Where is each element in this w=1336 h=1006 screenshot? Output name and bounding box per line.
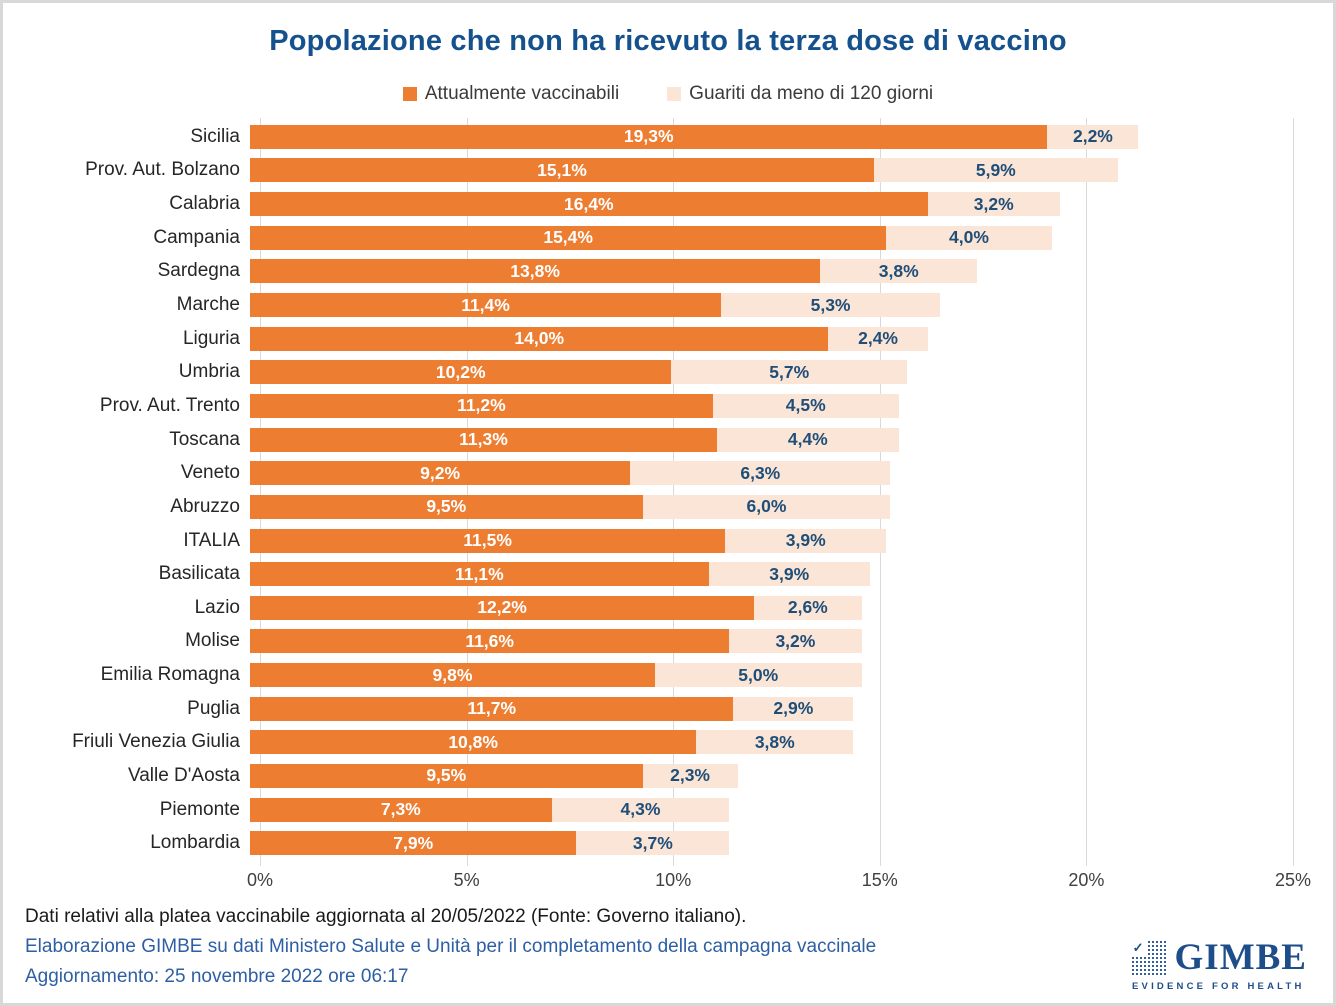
- bar-segment-guariti: [717, 428, 899, 452]
- value-label-guariti: 3,2%: [973, 193, 1014, 214]
- bar-segment-vaccinabili: [250, 697, 733, 721]
- table-row: [3, 591, 1333, 625]
- legend: [3, 82, 1333, 106]
- value-label-vaccinabili: 14,0%: [514, 328, 565, 349]
- bar-segment-vaccinabili: [250, 192, 928, 216]
- bar-segment-guariti: [725, 529, 886, 553]
- bar-segment-vaccinabili: [250, 226, 886, 250]
- value-label-vaccinabili: 7,3%: [380, 799, 421, 820]
- gimbe-logo-text: GIMBE: [1174, 937, 1307, 978]
- bar-segment-vaccinabili: [250, 495, 643, 519]
- bar-segment-guariti: [721, 293, 940, 317]
- bar-track: [250, 697, 1283, 721]
- value-label-vaccinabili: 11,5%: [463, 530, 512, 550]
- value-label-guariti: 4,0%: [949, 227, 989, 248]
- table-row: [3, 221, 1333, 255]
- bar-segment-vaccinabili: [250, 663, 655, 687]
- bar-segment-guariti: [928, 192, 1060, 216]
- bar-segment-vaccinabili: [250, 798, 552, 822]
- value-label-guariti: 3,9%: [769, 563, 810, 584]
- table-row: [3, 793, 1333, 827]
- value-label-vaccinabili: 11,4%: [461, 294, 510, 315]
- footer-update-note: Aggiornamento: 25 novembre 2022 ore 06:17: [25, 966, 409, 987]
- table-row: [3, 759, 1333, 793]
- bar-segment-vaccinabili: [250, 259, 820, 283]
- category-label: Veneto: [180, 462, 240, 484]
- bar-segment-guariti: [655, 663, 862, 687]
- bar-segment-guariti: [709, 562, 870, 586]
- table-row: [3, 557, 1333, 591]
- category-label: Friuli Venezia Giulia: [72, 731, 240, 753]
- value-label-vaccinabili: 11,1%: [454, 563, 504, 584]
- table-row: [3, 692, 1333, 726]
- value-label-guariti: 5,9%: [975, 159, 1016, 180]
- value-label-guariti: 3,9%: [785, 530, 826, 550]
- bar-segment-guariti: [828, 327, 927, 351]
- bar-segment-guariti: [696, 730, 853, 754]
- table-row: [3, 355, 1333, 389]
- gimbe-logo-tagline: EVIDENCE FOR HEALTH: [1132, 981, 1305, 992]
- table-row: [3, 490, 1333, 524]
- bar-track: [250, 798, 1283, 822]
- bar-segment-vaccinabili: [250, 596, 754, 620]
- value-label-guariti: 4,3%: [620, 799, 661, 820]
- bar-track: [250, 529, 1283, 553]
- value-label-guariti: 2,9%: [773, 698, 814, 719]
- category-label: Sardegna: [157, 260, 240, 282]
- bar-segment-vaccinabili: [250, 327, 828, 351]
- bar-segment-vaccinabili: [250, 461, 630, 485]
- table-row: [3, 625, 1333, 659]
- gimbe-logo-icon: [1130, 939, 1168, 977]
- value-label-guariti: 6,3%: [740, 462, 781, 483]
- category-label: Basilicata: [158, 563, 240, 585]
- legend-item-guariti: [667, 83, 933, 105]
- x-tick-label: 20%: [1068, 870, 1105, 890]
- value-label-guariti: 2,2%: [1072, 126, 1113, 147]
- table-row: [3, 288, 1333, 322]
- bar-segment-guariti: [643, 764, 738, 788]
- category-label: Emilia Romagna: [100, 664, 240, 686]
- category-label: Prov. Aut. Bolzano: [85, 159, 240, 181]
- legend-swatch-vaccinabili-icon: [403, 87, 417, 101]
- bar-track: [250, 495, 1283, 519]
- value-label-guariti: 2,4%: [858, 328, 898, 349]
- value-label-vaccinabili: 9,5%: [426, 765, 467, 786]
- category-label: Valle D'Aosta: [127, 764, 240, 786]
- table-row: [3, 154, 1333, 188]
- value-label-guariti: 5,0%: [738, 664, 779, 685]
- value-label-vaccinabili: 11,3%: [459, 429, 508, 450]
- value-label-guariti: 2,6%: [787, 597, 828, 618]
- table-row: [3, 423, 1333, 457]
- bar-track: [250, 831, 1283, 855]
- bar-segment-guariti: [552, 798, 730, 822]
- value-label-guariti: 4,5%: [785, 395, 826, 416]
- bar-track: [250, 730, 1283, 754]
- bar-segment-guariti: [1047, 125, 1138, 149]
- x-tick-label: 25%: [1274, 870, 1312, 890]
- value-label-guariti: 3,2%: [775, 630, 816, 651]
- bar-segment-guariti: [671, 360, 907, 384]
- value-label-vaccinabili: 10,2%: [435, 361, 486, 382]
- value-label-vaccinabili: 15,4%: [543, 227, 593, 248]
- table-row: [3, 658, 1333, 692]
- category-label: Piemonte: [159, 798, 240, 820]
- bar-segment-vaccinabili: [250, 158, 874, 182]
- bar-track: [250, 629, 1283, 653]
- category-label: Lombardia: [150, 832, 240, 854]
- bar-track: [250, 125, 1283, 149]
- value-label-vaccinabili: 9,5%: [426, 496, 467, 517]
- value-label-guariti: 5,3%: [810, 294, 851, 315]
- bar-segment-vaccinabili: [250, 562, 709, 586]
- bar-segment-vaccinabili: [250, 730, 696, 754]
- bar-segment-vaccinabili: [250, 125, 1047, 149]
- value-label-vaccinabili: 9,2%: [420, 462, 461, 483]
- bar-segment-vaccinabili: [250, 764, 643, 788]
- bar-rows: [3, 120, 1333, 860]
- table-row: [3, 726, 1333, 760]
- gimbe-logo: [1130, 936, 1307, 992]
- plot-area: [3, 120, 1333, 860]
- category-label: Marche: [176, 294, 240, 316]
- bar-segment-vaccinabili: [250, 831, 576, 855]
- bar-track: [250, 663, 1283, 687]
- bar-segment-guariti: [874, 158, 1118, 182]
- value-label-vaccinabili: 10,8%: [448, 731, 498, 752]
- value-label-guariti: 4,4%: [787, 429, 828, 450]
- category-label: Molise: [185, 630, 240, 652]
- bar-segment-guariti: [886, 226, 1051, 250]
- table-row: [3, 389, 1333, 423]
- value-label-vaccinabili: 11,2%: [457, 395, 506, 416]
- value-label-guariti: 2,3%: [670, 765, 710, 786]
- legend-label-guariti: Guariti da meno di 120 giorni: [689, 83, 934, 104]
- bar-track: [250, 764, 1283, 788]
- table-row: [3, 456, 1333, 490]
- bar-segment-guariti: [630, 461, 890, 485]
- footer-elaborazione-note: Elaborazione GIMBE su dati Ministero Salute e Unità per il completamento della campagna vaccinale: [25, 936, 877, 957]
- bar-track: [250, 158, 1283, 182]
- bar-segment-guariti: [754, 596, 861, 620]
- bar-track: [250, 327, 1283, 351]
- category-label: Calabria: [169, 193, 240, 215]
- value-label-vaccinabili: 11,7%: [467, 698, 517, 719]
- bar-track: [250, 562, 1283, 586]
- footer-source-note: Dati relativi alla platea vaccinabile aggiornata al 20/05/2022 (Fonte: Governo italiano).: [25, 906, 747, 927]
- value-label-guariti: 3,7%: [632, 832, 673, 853]
- value-label-guariti: 3,8%: [754, 731, 795, 752]
- bar-track: [250, 293, 1283, 317]
- table-row: [3, 120, 1333, 154]
- value-label-vaccinabili: 12,2%: [477, 597, 527, 618]
- bar-segment-guariti: [576, 831, 729, 855]
- bar-track: [250, 394, 1283, 418]
- footer: [3, 896, 1333, 992]
- category-label: Abruzzo: [170, 495, 240, 517]
- bar-track: [250, 596, 1283, 620]
- table-row: [3, 826, 1333, 860]
- bar-track: [250, 226, 1283, 250]
- value-label-vaccinabili: 16,4%: [564, 193, 614, 214]
- category-label: Liguria: [182, 327, 240, 349]
- value-label-guariti: 5,7%: [769, 361, 810, 382]
- bar-segment-vaccinabili: [250, 394, 713, 418]
- bar-track: [250, 192, 1283, 216]
- bar-segment-vaccinabili: [250, 293, 721, 317]
- bar-track: [250, 428, 1283, 452]
- gimbe-check-icon: ✓: [1131, 940, 1146, 955]
- bar-segment-vaccinabili: [250, 529, 725, 553]
- x-tick-label: 15%: [861, 870, 898, 890]
- bar-track: [250, 461, 1283, 485]
- table-row: [3, 187, 1333, 221]
- category-label: Toscana: [169, 428, 240, 450]
- legend-swatch-guariti-icon: [667, 87, 681, 101]
- bar-segment-guariti: [733, 697, 853, 721]
- value-label-guariti: 6,0%: [746, 496, 787, 517]
- bar-segment-vaccinabili: [250, 629, 729, 653]
- x-tick-label: 5%: [453, 870, 480, 890]
- value-label-guariti: 3,8%: [878, 260, 919, 281]
- value-label-vaccinabili: 7,9%: [393, 832, 434, 853]
- bar-track: [250, 259, 1283, 283]
- category-label: Puglia: [187, 697, 240, 719]
- value-label-vaccinabili: 9,8%: [432, 664, 473, 685]
- x-axis: [246, 860, 1312, 896]
- stacked-bar-chart: [3, 120, 1333, 896]
- table-row: [3, 255, 1333, 289]
- x-tick-label: 10%: [655, 870, 692, 890]
- category-label: Umbria: [178, 361, 240, 383]
- chart-title: Popolazione che non ha ricevuto la terza dose di vaccino: [269, 25, 1067, 57]
- category-label: Prov. Aut. Trento: [99, 394, 240, 416]
- value-label-vaccinabili: 13,8%: [510, 260, 560, 281]
- category-label: ITALIA: [183, 529, 240, 551]
- bar-segment-guariti: [729, 629, 861, 653]
- value-label-vaccinabili: 15,1%: [537, 159, 587, 180]
- bar-segment-vaccinabili: [250, 360, 671, 384]
- value-label-vaccinabili: 19,3%: [623, 126, 674, 147]
- category-label: Lazio: [194, 596, 240, 618]
- gimbe-logo-top: [1130, 936, 1307, 979]
- bar-segment-vaccinabili: [250, 428, 717, 452]
- value-label-vaccinabili: 11,6%: [465, 630, 514, 651]
- category-label: Sicilia: [190, 125, 240, 147]
- legend-label-vaccinabili: Attualmente vaccinabili: [424, 83, 620, 104]
- bar-segment-guariti: [713, 394, 899, 418]
- legend-item-vaccinabili: [403, 83, 619, 105]
- x-tick-label: 0%: [246, 870, 274, 890]
- bar-segment-guariti: [643, 495, 891, 519]
- table-row: [3, 524, 1333, 558]
- category-label: Campania: [153, 226, 240, 248]
- table-row: [3, 322, 1333, 356]
- bar-segment-guariti: [820, 259, 977, 283]
- bar-track: [250, 360, 1283, 384]
